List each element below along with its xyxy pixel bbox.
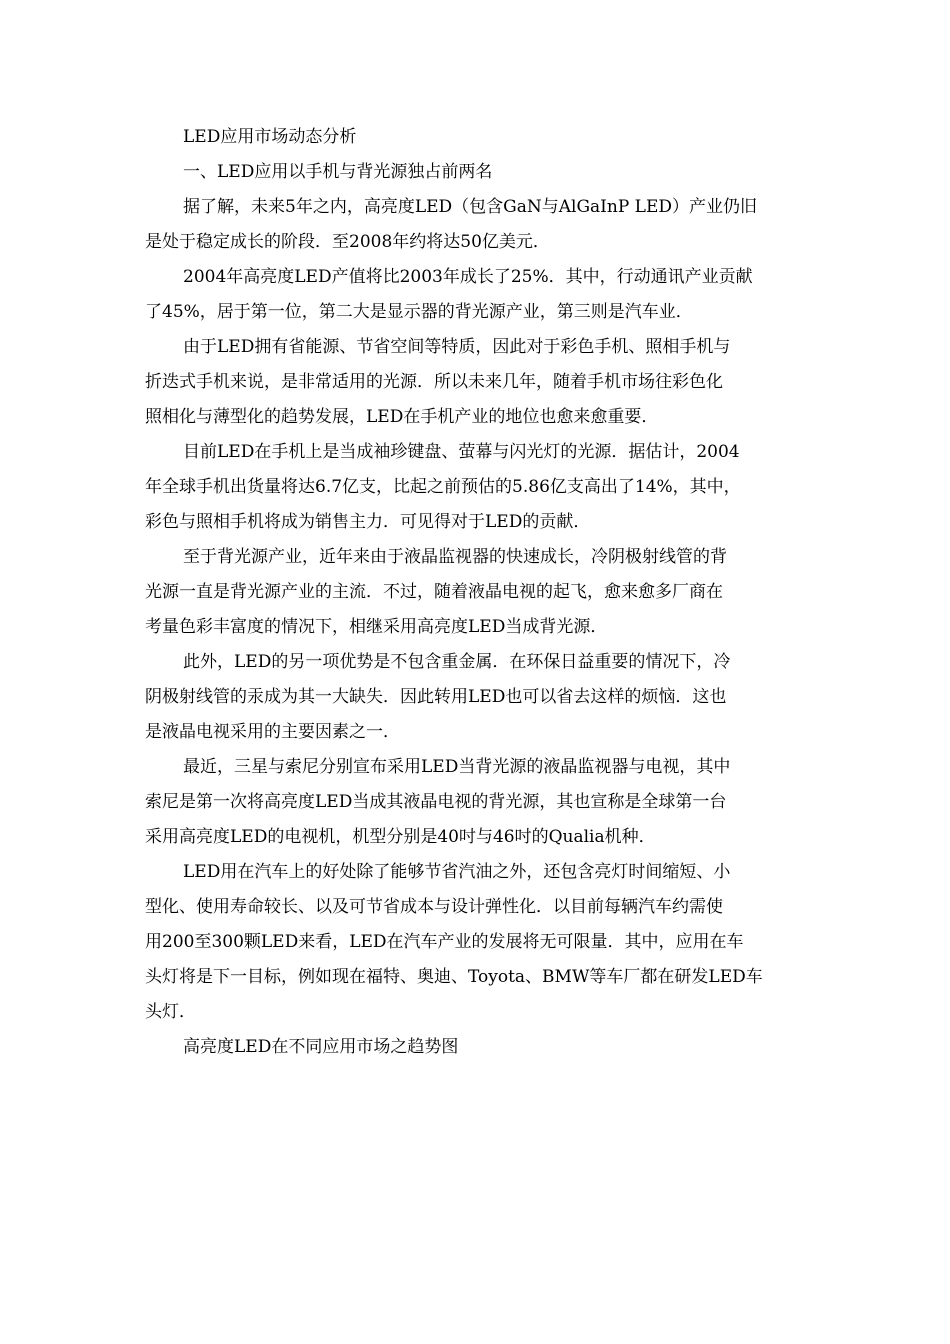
document-page (145, 120, 815, 1065)
paragraph-line: 头灯． (145, 1002, 196, 1022)
paragraph (145, 855, 815, 1030)
paragraph (145, 750, 815, 855)
paragraph (145, 540, 815, 645)
paragraph-line: 目前LED在手机上是当成袖珍键盘、萤幕与闪光灯的光源．据估计，2004 (183, 442, 740, 462)
paragraph-line: 用200至300颗LED来看，LED在汽车产业的发展将无可限量．其中，应用在车 (145, 932, 744, 952)
paragraph (145, 260, 815, 330)
paragraph-line: 是处于稳定成长的阶段．至2008年约将达50亿美元． (145, 232, 550, 252)
paragraph-line: 光源一直是背光源产业的主流．不过，随着液晶电视的起飞，愈来愈多厂商在 (145, 582, 723, 602)
paragraph-line: 了45%，居于第一位，第二大是显示器的背光源产业，第三则是汽车业． (145, 302, 693, 322)
paragraph-line: 最近，三星与索尼分别宣布采用LED当背光源的液晶监视器与电视，其中 (183, 757, 731, 777)
paragraph-line: 采用高亮度LED的电视机，机型分别是40吋与46吋的Qualia机种． (145, 827, 656, 847)
paragraph-line: 此外，LED的另一项优势是不包含重金属．在环保日益重要的情况下，冷 (183, 652, 731, 672)
paragraph-line: 头灯将是下一目标，例如现在福特、奥迪、Toyota、BMW等车厂都在研发LED车 (145, 967, 763, 987)
paragraph-line: 至于背光源产业，近年来由于液晶监视器的快速成长，冷阴极射线管的背 (183, 547, 727, 567)
paragraph-line: 折迭式手机来说，是非常适用的光源．所以未来几年，随着手机市场往彩色化 (145, 372, 723, 392)
section-heading: 一、LED应用以手机与背光源独占前两名 (183, 162, 493, 182)
paragraph-line: 型化、使用寿命较长、以及可节省成本与设计弹性化．以目前每辆汽车约需使 (145, 897, 723, 917)
paragraph-line: 是液晶电视采用的主要因素之一． (145, 722, 400, 742)
paragraph-line: 2004年高亮度LED产值将比2003年成长了25%．其中，行动通讯产业贡献 (183, 267, 753, 287)
paragraph (145, 645, 815, 750)
paragraph (145, 190, 815, 260)
paragraph (145, 330, 815, 435)
paragraph-line: LED用在汽车上的好处除了能够节省汽油之外，还包含亮灯时间缩短、小 (183, 862, 731, 882)
document-title: LED应用市场动态分析 (183, 127, 357, 147)
paragraph (145, 435, 815, 540)
figure-caption: 高亮度LED在不同应用市场之趋势图 (183, 1037, 459, 1057)
paragraph-line: 由于LED拥有省能源、节省空间等特质，因此对于彩色手机、照相手机与 (183, 337, 731, 357)
paragraph-line: 照相化与薄型化的趋势发展，LED在手机产业的地位也愈来愈重要． (145, 407, 659, 427)
paragraph-line: 年全球手机出货量将达6.7亿支，比起之前预估的5.86亿支高出了14%，其中， (145, 477, 741, 497)
paragraph-line: 索尼是第一次将高亮度LED当成其液晶电视的背光源，其也宣称是全球第一台 (145, 792, 727, 812)
paragraph-line: 阴极射线管的汞成为其一大缺失．因此转用LED也可以省去这样的烦恼．这也 (145, 687, 727, 707)
paragraph-line: 考量色彩丰富度的情况下，相继采用高亮度LED当成背光源． (145, 617, 608, 637)
paragraph-line: 彩色与照相手机将成为销售主力．可见得对于LED的贡献． (145, 512, 591, 532)
paragraph-line: 据了解，未来5年之内，高亮度LED（包含GaN与AlGaInP LED）产业仍旧 (183, 197, 757, 217)
